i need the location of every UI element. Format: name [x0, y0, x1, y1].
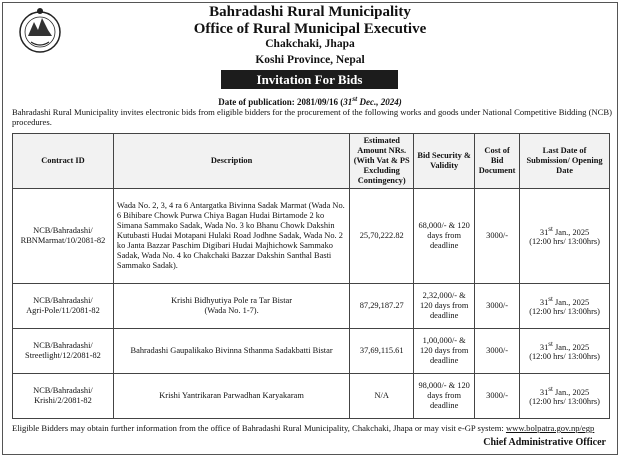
office-title: Office of Rural Municipal Executive — [193, 21, 427, 37]
contract-id-line1: NCB/Bahradashi/ — [33, 225, 93, 235]
last-date — [520, 329, 610, 374]
notice-banner: Invitation For Bids — [221, 70, 398, 89]
description: Bahradashi Gaupalikako Bivinna Sthanma Sadakbatti Bistar — [113, 329, 349, 374]
date-day: 31 — [539, 342, 549, 352]
bid-security: 68,000/- & 120 days from deadline — [414, 189, 475, 284]
amount: 25,70,222.82 — [350, 189, 414, 284]
date-day: 31 — [539, 297, 549, 307]
description — [113, 284, 349, 329]
contract-id-line1: NCB/Bahradashi/ — [33, 385, 93, 395]
description-line1: Krishi Bidhyutiya Pole ra Tar Bistar — [171, 295, 293, 305]
date-time: (12:00 hrs/ 13:00hrs) — [529, 352, 600, 362]
last-date — [520, 189, 610, 284]
footer-note — [12, 423, 612, 433]
office-place: Chakchaki, Jhapa — [265, 38, 355, 50]
date-rest: Jan., 2025 — [552, 297, 590, 307]
date-sup: st — [548, 339, 553, 348]
amount: N/A — [350, 374, 414, 419]
date-sup: st — [548, 224, 553, 233]
contract-id-line1: NCB/Bahradashi/ — [33, 340, 93, 350]
bid-security: 2,32,000/- & 120 days from deadline — [414, 284, 475, 329]
date-sup: st — [548, 384, 553, 393]
footer-text: Eligible Bidders may obtain further information from the office of Bahradashi Rural Municipality, Chakchaki, Jhapa or may visit e-GP system: — [12, 423, 506, 433]
contract-id — [13, 284, 114, 329]
date-sup: st — [548, 294, 553, 303]
col-contract-id: Contract ID — [13, 134, 114, 189]
col-cost: Cost of Bid Document — [475, 134, 520, 189]
description: Wada No. 2, 3, 4 ra 6 Antargatka Bivinna Sadak Marmat (Wada No. 6 Bihibare Chowk Purwa Chiya Bagan Hudai Birtamode 2 ko Simana Sammako Sadak, Wada No. 3 ko Bhanu Chowk Dakshin Kutubasti Hudai Motapani Hulaki Road Jodhne Sadak, Wada No. 2 ko Janta Bazzar Paschim Digibari Hudai Majhichowk Sammako Sadak, Wada No. 4 ko Chakchaki Bazzar Dakshin Santhal Basti Sammako Sadak). — [113, 189, 349, 284]
contract-id-line2: Streetlight/12/2081-82 — [25, 351, 101, 360]
contract-id — [13, 329, 114, 374]
last-date — [520, 374, 610, 419]
date-time: (12:00 hrs/ 13:00hrs) — [529, 307, 600, 317]
date-rest: Jan., 2025 — [552, 342, 590, 352]
contract-id-line2: Krishi/2/2081-82 — [34, 396, 92, 405]
table-header-row — [13, 134, 610, 189]
bids-table — [12, 133, 610, 419]
table-row — [13, 189, 610, 284]
contract-id-line2: RBNMarmat/10/2081-82 — [20, 236, 106, 245]
amount: 37,69,115.61 — [350, 329, 414, 374]
col-amount: Estimated Amount NRs. (With Vat & PS Excluding Contingency) — [350, 134, 414, 189]
col-security: Bid Security & Validity — [414, 134, 475, 189]
doc-cost: 3000/- — [475, 189, 520, 284]
last-date — [520, 284, 610, 329]
bid-security: 1,00,000/- & 120 days from deadline — [414, 329, 475, 374]
signature: Chief Administrative Officer — [483, 437, 606, 448]
doc-cost: 3000/- — [475, 284, 520, 329]
pub-date-label: Date of publication: 2081/09/16 ( — [218, 97, 344, 107]
contract-id — [13, 189, 114, 284]
description-line2: (Wada No. 1-7). — [204, 306, 259, 315]
doc-cost: 3000/- — [475, 329, 520, 374]
table-row — [13, 284, 610, 329]
col-description: Description — [113, 134, 349, 189]
pub-date-sup: st — [352, 94, 358, 103]
contract-id-line1: NCB/Bahradashi/ — [33, 295, 93, 305]
publication-date — [0, 94, 620, 107]
table-row — [13, 329, 610, 374]
intro-paragraph: Bahradashi Rural Municipality invites electronic bids from eligible bidders for the procurement of the following works and goods under National Competitive Bidding (NCB) procedures. — [12, 107, 613, 128]
date-day: 31 — [539, 227, 549, 237]
description: Krishi Yantrikaran Parwadhan Karyakaram — [113, 374, 349, 419]
col-last-date: Last Date of Submission/ Opening Date — [520, 134, 610, 189]
bid-security: 98,000/- & 120 days from deadline — [414, 374, 475, 419]
date-day: 31 — [539, 387, 549, 397]
contract-id — [13, 374, 114, 419]
contract-id-line2: Agri-Pole/11/2081-82 — [26, 306, 100, 315]
date-time: (12:00 hrs/ 13:00hrs) — [529, 237, 600, 247]
pub-date-rest: Dec., 2024) — [357, 97, 402, 107]
pub-date-day: 31 — [343, 97, 353, 107]
org-title: Bahradashi Rural Municipality — [209, 4, 411, 20]
date-rest: Jan., 2025 — [552, 227, 590, 237]
egp-link[interactable]: www.bolpatra.gov.np/egp — [505, 423, 595, 433]
table-row — [13, 374, 610, 419]
date-time: (12:00 hrs/ 13:00hrs) — [529, 397, 600, 407]
doc-cost: 3000/- — [475, 374, 520, 419]
amount: 87,29,187.27 — [350, 284, 414, 329]
office-province: Koshi Province, Nepal — [255, 54, 365, 66]
date-rest: Jan., 2025 — [552, 387, 590, 397]
